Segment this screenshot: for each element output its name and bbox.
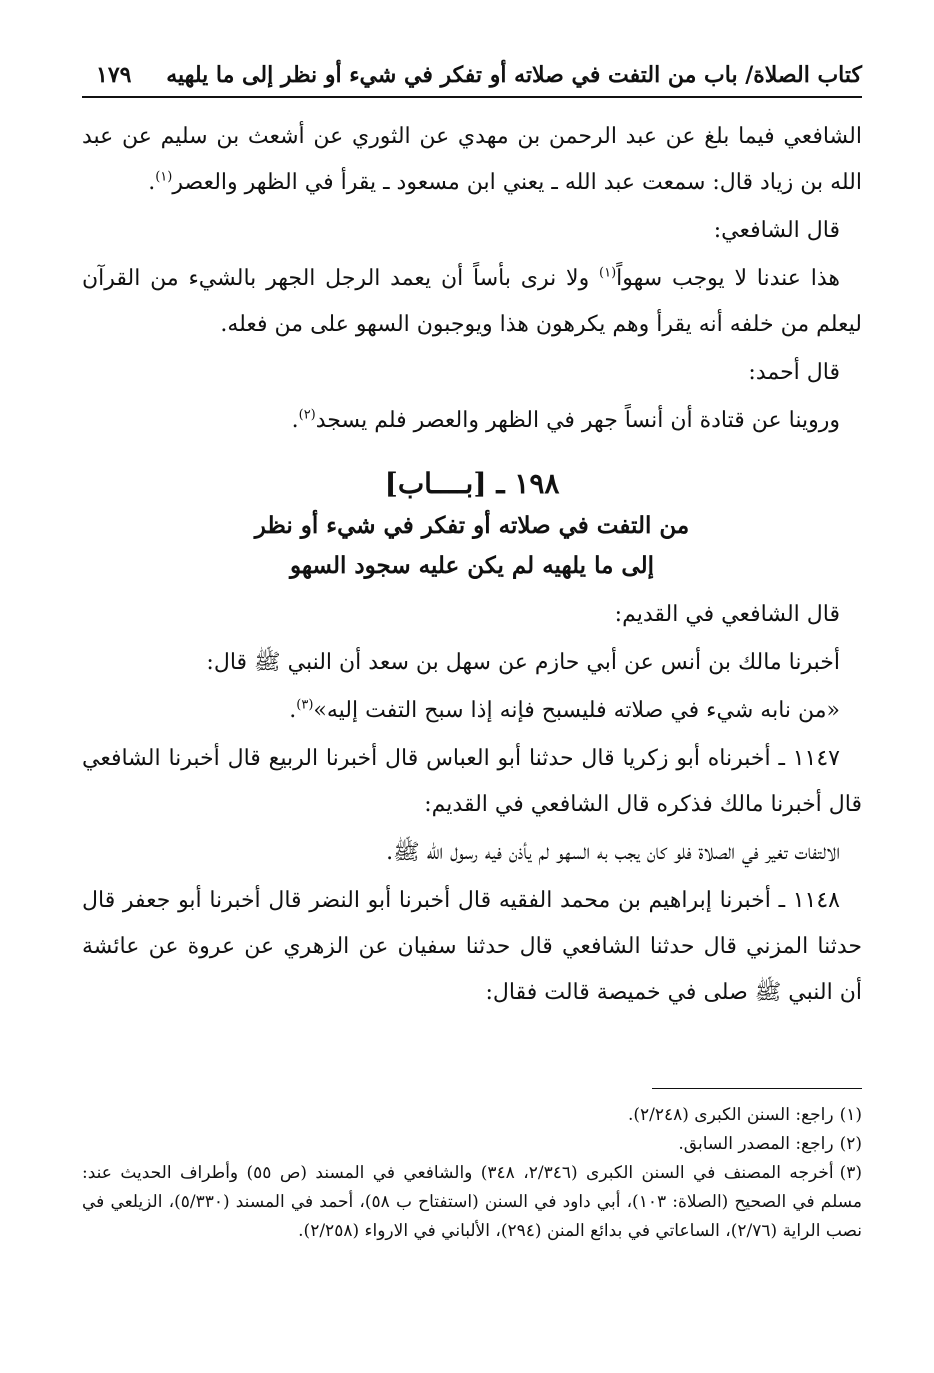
paragraph-1: الشافعي فيما بلغ عن عبد الرحمن بن مهدي عن الثوري عن أشعث بن سليم عن عبد الله بن زياد قال: سمعت عبد الله ـ يعني ابن مسعود ـ يقرأ في الظهر والعصر$^{(١)}$. [82,124,862,195]
chapter-heading [82,462,862,586]
running-title: كتاب الصلاة/ باب من التفت في صلاته أو تفكر في شيء أو نظر إلى ما يلهيه [166,62,862,88]
footnote-ref: (٣) [296,697,314,713]
book-page [82,56,862,1346]
page-number: ١٧٩ [96,62,132,88]
footnote-item: (١)راجع: السنن الكبرى (٢/٢٤٨). [627,1105,862,1125]
paragraph-6: قال الشافعي في القديم: [614,602,840,627]
chapter-number: ١٩٨ ـ [بــــاب] [384,467,560,500]
footnote-item: (٣)أخرجه المصنف في السنن الكبرى (٢/٣٤٦، ٣٤٨) والشافعي في المسند (ص ٥٥) وأطراف الحديث عند: مسلم في الصحيح (الصلاة: ١٠٣)، أبي داود في السنن (استفتاح ب ٥٨)، أحمد في المسند (٥/٣٣٠)، الزيلعي في نصب الراية (٢/٧٦)، الساعاتي في بدائع المنن (٢٩٤)، الألباني في الارواء (٢/٢٥٨). [82,1163,862,1241]
footnote-ref: (١) [599,265,617,281]
paragraph-7: أخبرنا مالك بن أنس عن أبي حازم عن سهل بن سعد أن النبي ﷺ قال: [206,650,840,675]
paragraph-4: قال أحمد: [748,360,840,385]
footnote-divider [652,1088,862,1089]
paragraph-5: وروينا عن قتادة أن أنساً جهر في الظهر والعصر فلم يسجد$^{(٢)}$. [291,407,840,433]
footnote-item: (٢)راجع: المصدر السابق. [678,1134,862,1154]
footnotes [82,1088,862,1246]
page-header [82,56,862,98]
footnote-ref: (١) [155,169,173,185]
footnote-ref: (٢) [298,407,316,423]
main-text [82,114,862,1016]
paragraph-10: الالتفات تغير في الصلاة فلو كان يجب به السهو لم يأذن فيه رسول الله ﷺ. [386,840,840,865]
chapter-title-line-1: من التفت في صلاته أو تفكر في شيء أو نظر [254,512,690,539]
paragraph-11: ١١٤٨ ـ أخبرنا إبراهيم بن محمد الفقيه قال أخبرنا أبو النضر قال أخبرنا أبو جعفر قال حدثنا المزني قال حدثنا الشافعي قال حدثنا سفيان عن الزهري عن عروة عن عائشة أن النبي ﷺ صلى في خميصة قالت فقال: [82,888,862,1005]
paragraph-8: «من نابه شيء في صلاته فليسبح فإنه إذا سبح التفت إليه»$^{(٣)}$. [289,697,840,723]
paragraph-3: هذا عندنا لا يوجب سهواً$^{(١)}$ ولا نرى بأساً أن يعمد الرجل الجهر بالشيء من القرآن ليعلم من خلفه أنه يقرأ وهم يكرهون هذا ويوجبون السهو على من فعله. [82,265,862,337]
chapter-title-line-2: إلى ما يلهيه لم يكن عليه سجود السهو [289,552,654,579]
paragraph-9: ١١٤٧ ـ أخبرناه أبو زكريا قال حدثنا أبو العباس قال أخبرنا الربيع قال أخبرنا الشافعي قال أخبرنا مالك فذكره قال الشافعي في القديم: [82,746,862,817]
paragraph-2: قال الشافعي: [713,218,840,243]
